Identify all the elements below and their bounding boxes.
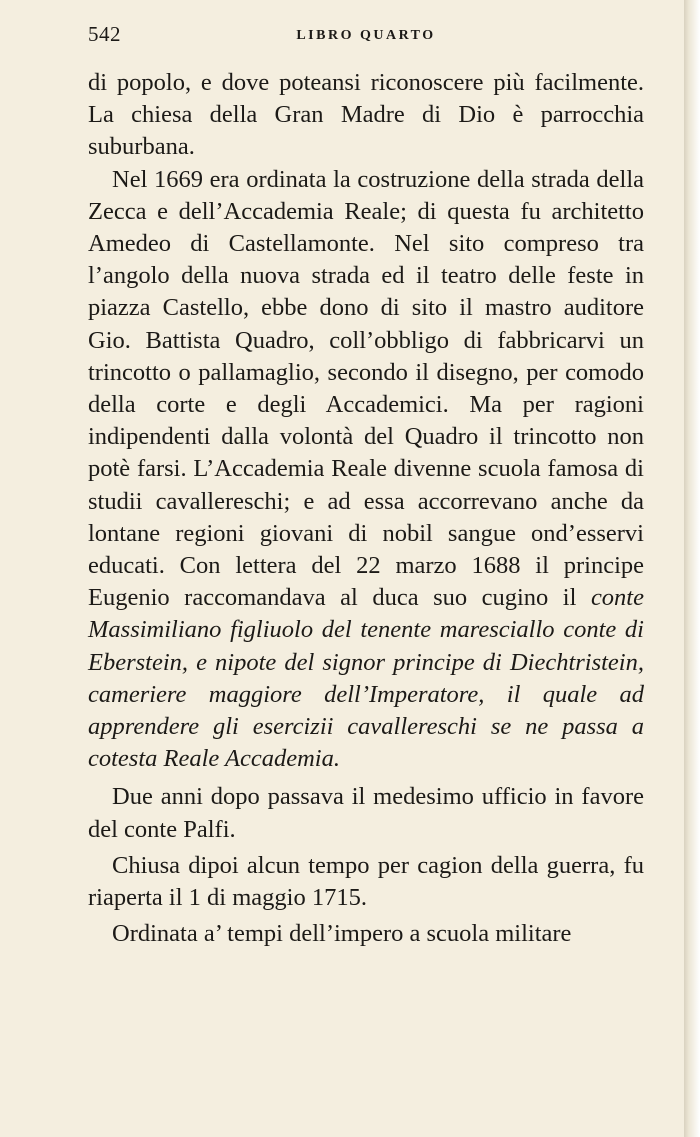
page-edge <box>684 0 700 1137</box>
paragraph-3: Due anni dopo passava il medesimo ufficio in favore del conte Palfi. <box>88 783 644 843</box>
paragraph-1: di popolo, e dove poteansi riconoscere più facilmente. La chiesa della Gran Madre di Dio è parrocchia suburbana. <box>88 69 644 161</box>
paragraph-2 <box>88 164 644 776</box>
paragraph-4: Chiusa dipoi alcun tempo per cagion della guerra, fu riaperta il 1 di maggio 1715. <box>88 851 644 912</box>
page-header <box>88 22 644 52</box>
body-text <box>88 67 644 950</box>
paragraph-2-text: Nel 1669 era ordinata la costruzione della strada della Zecca e dell’Accademia Reale; di questa fu architetto Amedeo di Castellamonte. Nel sito compreso tra l’angolo della nuova strada ed il teatro delle feste in piazza Castello, ebbe dono di sito il mastro auditore Gio. Battista Quadro, coll’obbligo di fabbricarvi un trincotto o pallamaglio, secondo il disegno, per comodo della corte e degli Accademici. Ma per ragioni indipendenti dalla volontà del Quadro il trincotto non potè farsi. L’Accademia Reale divenne scuola famosa di studii cavallereschi; e ad essa accorrevano anche da lontane regioni giovani di nobil sangue ond’esservi educati. Con lettera del 22 marzo 1688 il principe Eugenio raccomandava al duca suo cugino il <box>88 165 644 612</box>
running-head: LIBRO QUARTO <box>296 28 436 43</box>
paragraph-2-italic-quote: conte Massimiliano figliuolo del tenente maresciallo conte di Eberstein, e nipote del signor principe di Diechtristein, cameriere maggiore dell’Imperatore, il quale ad apprendere gli esercizii cavallereschi se ne passa a cotesta Reale Accademia. <box>88 584 644 773</box>
page-number: 542 <box>88 22 121 46</box>
paragraph-5: Ordinata a’ tempi dell’impero a scuola militare <box>112 920 572 948</box>
